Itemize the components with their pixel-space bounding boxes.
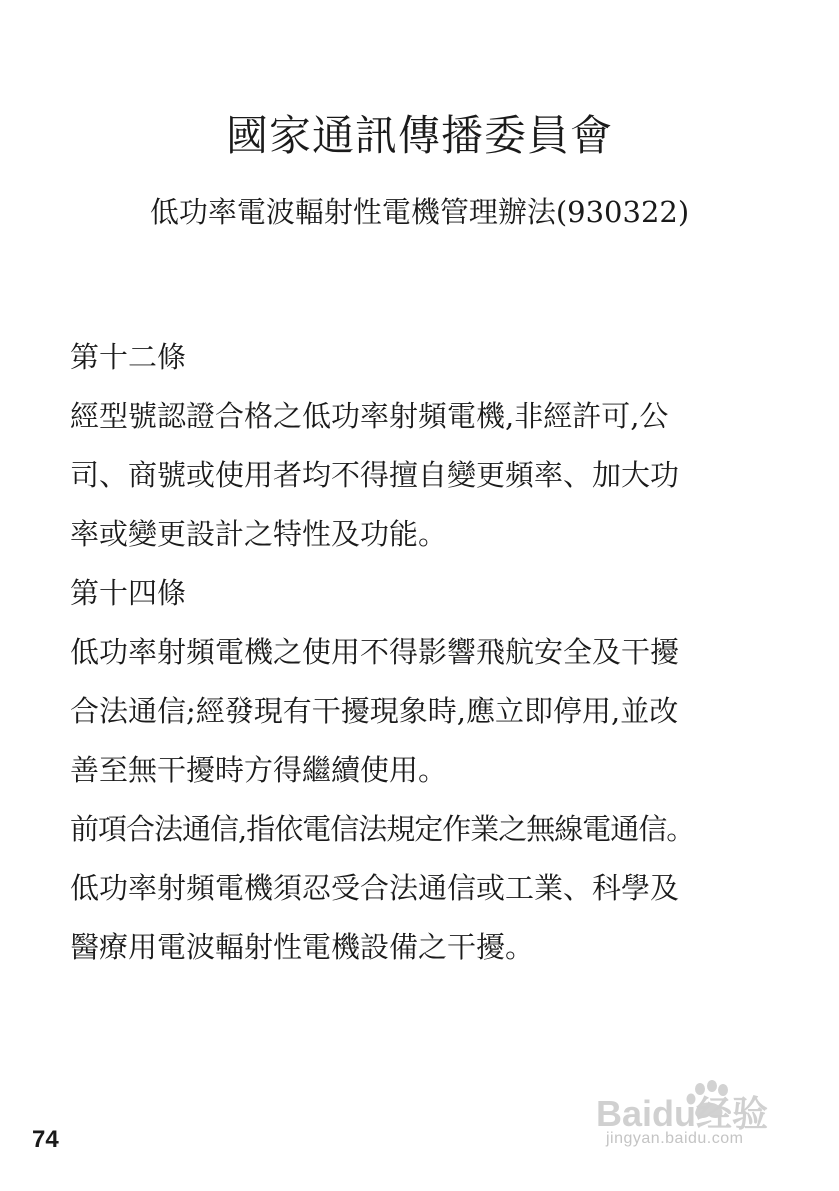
article-heading-12: 第十二條	[70, 340, 187, 374]
body-line: 低功率射頻電機之使用不得影響飛航安全及干擾	[70, 635, 680, 669]
body-line: 善至無干擾時方得繼續使用。	[70, 753, 448, 787]
body-line: 低功率射頻電機須忍受合法通信或工業、科學及	[70, 871, 680, 905]
document-subtitle: 低功率電波輻射性電機管理辦法(930322)	[149, 195, 690, 229]
baidu-jingyan-logo	[592, 1080, 792, 1132]
watermark-url: jingyan.baidu.com	[606, 1130, 744, 1147]
body-line: 經型號認證合格之低功率射頻電機,非經許可,公	[70, 399, 669, 433]
body-line: 合法通信;經發現有干擾現象時,應立即停用,並改	[70, 694, 679, 728]
body-line: 前項合法通信,指依電信法規定作業之無線電通信。	[70, 812, 695, 846]
document-title: 國家通訊傳播委員會	[225, 111, 613, 160]
body-line: 司、商號或使用者均不得擅自變更頻率、加大功	[70, 458, 680, 492]
watermark-logo-text: Baidu经验	[596, 1093, 769, 1132]
body-line: 醫療用電波輻射性電機設備之干擾。	[70, 930, 535, 964]
regulation-body	[70, 328, 790, 977]
article-heading-14: 第十四條	[70, 576, 187, 610]
page-number: 74	[32, 1126, 59, 1153]
body-line: 率或變更設計之特性及功能。	[70, 517, 448, 551]
baidu-watermark	[592, 1062, 792, 1162]
